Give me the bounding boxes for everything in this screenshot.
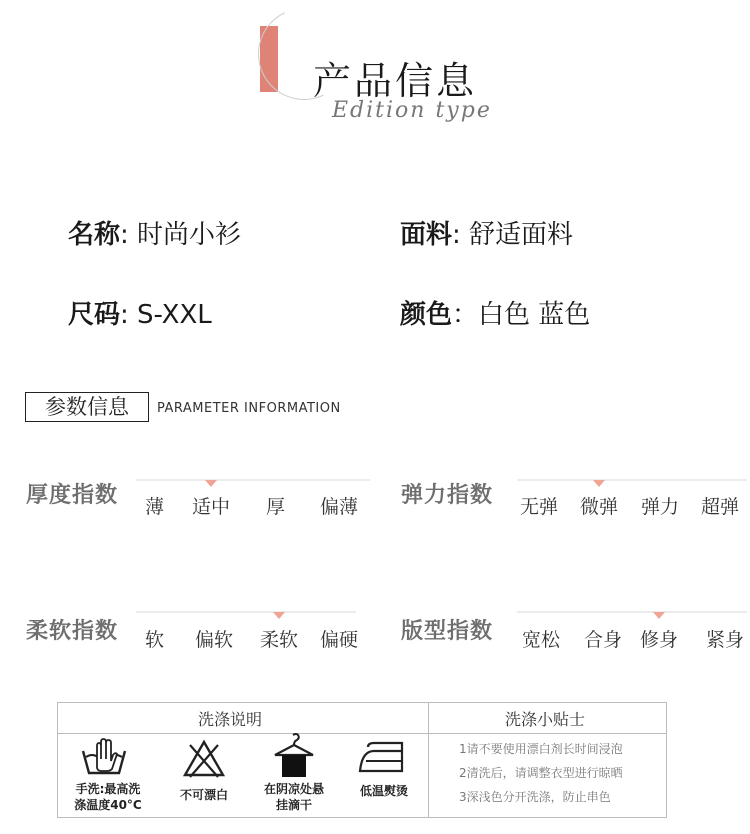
hang-dry-icon [272, 733, 316, 779]
product-size-value: S-XXL [137, 300, 212, 330]
parameter-title: 参数信息 [25, 392, 149, 422]
elasticity-marker [593, 480, 605, 487]
thickness-option: 适中 [192, 496, 231, 518]
product-fabric-label: 面料 [400, 220, 453, 250]
elasticity-option: 微弹 [580, 496, 619, 518]
elasticity-option: 弹力 [641, 496, 680, 518]
no-bleach-icon [182, 739, 226, 779]
thickness-scale [136, 479, 370, 481]
fit-option: 紧身 [706, 629, 745, 651]
softness-option: 偏软 [195, 629, 234, 651]
low-iron-text: 低温熨烫 [359, 784, 408, 798]
product-fabric-value: 舒适面料 [469, 220, 574, 250]
product-size-label: 尺码 [68, 300, 121, 330]
fit-option: 合身 [584, 629, 623, 651]
product-size: 尺码: S-XXL [68, 300, 212, 330]
wash-table [57, 702, 667, 818]
softness-option: 软 [145, 629, 165, 651]
elasticity-option: 无弹 [520, 496, 559, 518]
softness-marker [273, 612, 285, 619]
section-title: 产品信息 [313, 59, 478, 103]
wash-tip: 2清洗后，请调整衣型进行晾晒 [459, 766, 623, 780]
softness-scale [136, 611, 356, 613]
product-name-label: 名称 [68, 220, 121, 250]
thickness-option: 偏薄 [320, 496, 359, 518]
product-name: 名称: 时尚小衫 [68, 220, 242, 250]
section-subtitle: Edition type [332, 98, 492, 123]
low-iron-icon [358, 741, 408, 775]
softness-label: 柔软指数 [26, 619, 119, 644]
fit-option: 修身 [640, 629, 679, 651]
hang-dry-text: 在阴凉处悬 挂滴干 [263, 782, 324, 812]
fit-option: 宽松 [522, 629, 561, 651]
wash-instructions-title: 洗涤说明 [198, 710, 263, 729]
product-color-value: 白色 蓝色 [478, 300, 591, 330]
softness-option: 偏硬 [320, 629, 359, 651]
thickness-option: 厚 [266, 496, 286, 518]
wash-tip: 1请不要使用漂白剂长时间浸泡 [459, 742, 623, 756]
elasticity-label: 弹力指数 [401, 483, 494, 508]
thickness-marker [205, 480, 217, 487]
parameter-subtitle: PARAMETER INFORMATION [157, 401, 341, 416]
wash-tips-title: 洗涤小贴士 [505, 710, 586, 729]
thickness-label: 厚度指数 [26, 483, 119, 508]
wash-table-header-line [58, 733, 666, 734]
product-color-label: 颜色 [400, 300, 453, 330]
hand-wash-icon [80, 737, 128, 777]
hand-wash-text: 手洗:最高洗 涤温度40°C [74, 782, 142, 812]
elasticity-option: 超弹 [701, 496, 740, 518]
fit-scale [517, 611, 747, 613]
softness-option: 柔软 [260, 629, 299, 651]
wash-table-divider [428, 703, 429, 817]
fit-label: 版型指数 [401, 619, 494, 644]
fit-marker [653, 612, 665, 619]
product-fabric: 面料: 舒适面料 [400, 220, 574, 250]
wash-tip: 3深浅色分开洗涤，防止串色 [459, 790, 611, 804]
no-bleach-text: 不可漂白 [179, 788, 228, 802]
elasticity-scale [517, 479, 747, 481]
product-name-value: 时尚小衫 [137, 220, 242, 250]
product-color: 颜色：白色 蓝色 [400, 300, 591, 330]
thickness-option: 薄 [145, 496, 165, 518]
